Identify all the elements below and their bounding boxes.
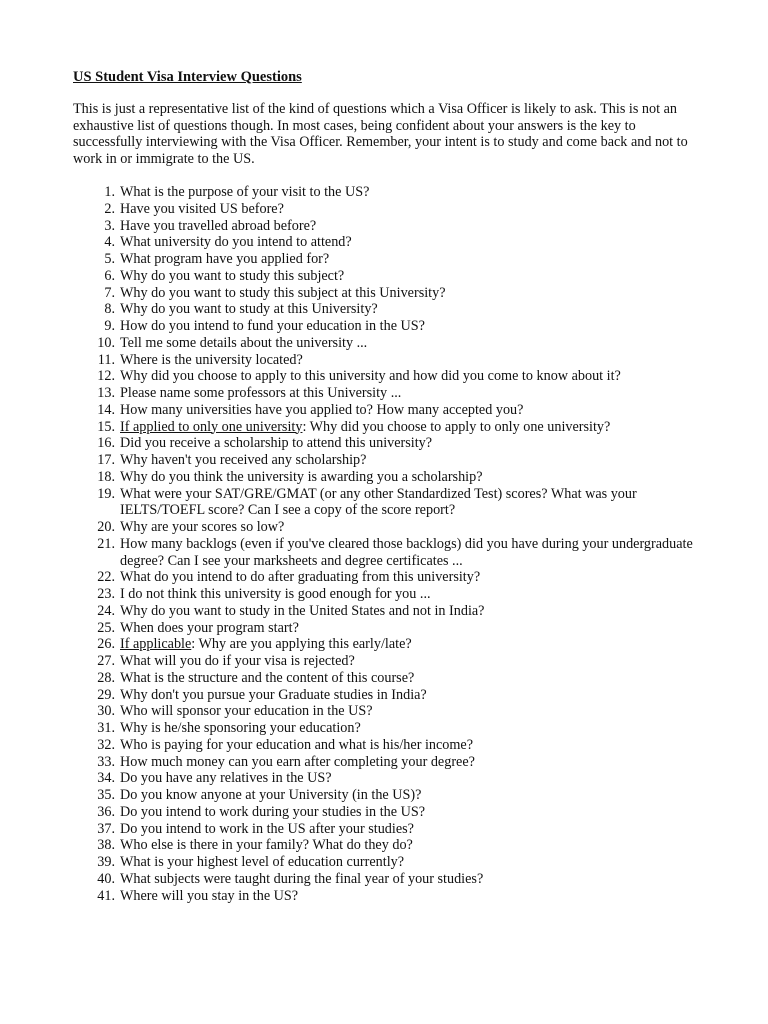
- list-item: [73, 184, 698, 201]
- list-item: [73, 703, 698, 720]
- item-text: [120, 234, 698, 251]
- item-number: 24.: [97, 602, 115, 619]
- item-text: [120, 402, 698, 419]
- list-item: [73, 821, 698, 838]
- item-text: [120, 251, 698, 268]
- item-number: 40.: [97, 870, 115, 887]
- item-text: [120, 318, 698, 335]
- item-text: [120, 620, 698, 637]
- item-number: 18.: [97, 468, 115, 485]
- item-question: Why are your scores so low?: [120, 519, 285, 535]
- item-number: 12.: [97, 368, 115, 385]
- item-number: 10.: [97, 334, 115, 351]
- item-number: 13.: [97, 385, 115, 401]
- list-item: [73, 754, 698, 771]
- item-text: [120, 854, 698, 871]
- item-number: 1.: [104, 184, 115, 200]
- item-question: Who will sponsor your education in the US?: [120, 703, 373, 720]
- item-question: Why did you choose to apply to this university and how did you come to know about it?: [120, 368, 621, 385]
- list-item: [73, 603, 698, 620]
- item-question: What subjects were taught during the final year of your studies?: [120, 870, 484, 887]
- item-text: [120, 770, 698, 787]
- item-question: Why do you want to study this subject?: [120, 267, 345, 284]
- item-text: [120, 301, 698, 318]
- item-number: 33.: [97, 753, 115, 770]
- item-text: [120, 285, 698, 302]
- item-number: 17.: [97, 452, 115, 468]
- item-question: Tell me some details about the university ...: [120, 334, 368, 351]
- list-item: [73, 352, 698, 369]
- item-number: 31.: [97, 720, 115, 736]
- item-question: What is your highest level of education currently?: [120, 854, 405, 870]
- list-item: [73, 218, 698, 235]
- item-text: [120, 703, 698, 720]
- list-item: [73, 201, 698, 218]
- item-number: 25.: [97, 619, 115, 636]
- item-question: Where will you stay in the US?: [120, 887, 299, 904]
- question-list: [73, 184, 698, 904]
- item-text: [120, 201, 698, 218]
- item-text: [120, 569, 698, 586]
- list-item: [73, 318, 698, 335]
- item-question: What program have you applied for?: [120, 251, 330, 267]
- item-condition: If applicable: [120, 636, 192, 653]
- item-number: 41.: [97, 887, 115, 904]
- list-item: [73, 385, 698, 402]
- list-item: [73, 837, 698, 854]
- item-question: What is the structure and the content of this course?: [120, 669, 415, 686]
- item-question: Why do you want to study this subject at this University?: [120, 284, 446, 301]
- item-text: [120, 486, 698, 520]
- item-question: Do you know anyone at your University (in the US)?: [120, 787, 422, 803]
- item-text: [120, 368, 698, 385]
- item-question: Why do you want to study at this University?: [120, 301, 378, 318]
- item-question: How much money can you earn after completing your degree?: [120, 753, 475, 770]
- item-text: [120, 687, 698, 704]
- item-number: 38.: [97, 837, 115, 854]
- item-question: : Why did you choose to apply to only one university?: [302, 418, 611, 435]
- list-item: [73, 234, 698, 251]
- item-question: Please name some professors at this University ...: [120, 385, 402, 401]
- document-page: [73, 68, 698, 904]
- item-text: [120, 737, 698, 754]
- list-item: [73, 251, 698, 268]
- list-item: [73, 536, 698, 570]
- item-number: 23.: [97, 586, 115, 602]
- item-number: 3.: [104, 217, 115, 234]
- list-item: [73, 636, 698, 653]
- intro-paragraph: This is just a representative list of the kind of questions which a Visa Officer is likely to ask. This is not an exhaustive list of questions though. In most cases, being confident about your answers is the key to successfully interviewing with the Visa Officer. Remember, your intent is to study and come back and not to work in or immigrate to the US.: [73, 101, 688, 167]
- item-question: Who is paying for your education and what is his/her income?: [120, 736, 474, 753]
- item-text: [120, 653, 698, 670]
- list-item: [73, 653, 698, 670]
- item-text: [120, 603, 698, 620]
- item-question: Have you visited US before?: [120, 200, 284, 217]
- item-number: 2.: [104, 200, 115, 217]
- item-question: Why do you think the university is awarding you a scholarship?: [120, 468, 483, 485]
- list-item: [73, 871, 698, 888]
- item-text: [120, 519, 698, 536]
- item-number: 27.: [97, 653, 115, 669]
- list-item: [73, 301, 698, 318]
- item-text: [120, 821, 698, 838]
- item-number: 29.: [97, 686, 115, 703]
- item-question: How many universities have you applied to? How many accepted you?: [120, 401, 524, 418]
- item-question: Did you receive a scholarship to attend this university?: [120, 435, 433, 452]
- item-question: What do you intend to do after graduating from this university?: [120, 569, 481, 586]
- item-question: How do you intend to fund your education in the US?: [120, 318, 425, 334]
- list-item: [73, 737, 698, 754]
- item-number: 4.: [104, 234, 115, 251]
- item-text: [120, 385, 698, 402]
- list-item: [73, 804, 698, 821]
- item-number: 35.: [97, 787, 115, 803]
- item-question: I do not think this university is good enough for you ...: [120, 586, 431, 602]
- item-number: 15.: [97, 418, 115, 435]
- item-number: 11.: [97, 351, 115, 368]
- item-question: When does your program start?: [120, 619, 299, 636]
- item-question: What will you do if your visa is rejected?: [120, 653, 355, 669]
- list-item: [73, 419, 698, 436]
- item-question: Where is the university located?: [120, 351, 303, 368]
- item-number: 34.: [97, 770, 115, 787]
- item-text: [120, 787, 698, 804]
- item-text: [120, 352, 698, 369]
- item-text: [120, 837, 698, 854]
- item-text: [120, 754, 698, 771]
- list-item: [73, 285, 698, 302]
- item-question: Who else is there in your family? What do they do?: [120, 837, 413, 854]
- list-item: [73, 486, 698, 520]
- item-question: Do you have any relatives in the US?: [120, 770, 332, 787]
- item-number: 30.: [97, 703, 115, 720]
- item-text: [120, 536, 698, 570]
- item-number: 19.: [97, 485, 115, 502]
- item-text: [120, 636, 698, 653]
- item-condition: If applied to only one university: [120, 418, 303, 435]
- list-item: [73, 452, 698, 469]
- item-question: Why haven't you received any scholarship?: [120, 452, 367, 468]
- item-text: [120, 435, 698, 452]
- list-item: [73, 268, 698, 285]
- item-question: Do you intend to work during your studies in the US?: [120, 803, 426, 820]
- list-item: [73, 368, 698, 385]
- item-number: 20.: [97, 519, 115, 535]
- item-text: [120, 586, 698, 603]
- list-item: [73, 620, 698, 637]
- list-item: [73, 469, 698, 486]
- item-number: 21.: [97, 535, 115, 552]
- item-text: [120, 670, 698, 687]
- item-number: 26.: [97, 636, 115, 653]
- list-item: [73, 519, 698, 536]
- item-text: [120, 184, 698, 201]
- item-number: 7.: [104, 284, 115, 301]
- list-item: [73, 854, 698, 871]
- item-question: Why is he/she sponsoring your education?: [120, 720, 361, 736]
- item-number: 36.: [97, 803, 115, 820]
- item-number: 8.: [104, 301, 115, 318]
- list-item: [73, 670, 698, 687]
- item-question: Why don't you pursue your Graduate studies in India?: [120, 686, 427, 703]
- item-text: [120, 469, 698, 486]
- item-number: 22.: [97, 569, 115, 586]
- item-text: [120, 804, 698, 821]
- list-item: [73, 687, 698, 704]
- item-question: Do you intend to work in the US after your studies?: [120, 820, 414, 837]
- item-number: 14.: [97, 401, 115, 418]
- item-question: What is the purpose of your visit to the US?: [120, 184, 370, 200]
- item-text: [120, 419, 698, 436]
- item-text: [120, 871, 698, 888]
- item-question: : Why are you applying this early/late?: [191, 636, 412, 653]
- item-number: 9.: [104, 318, 115, 334]
- list-item: [73, 720, 698, 737]
- item-number: 28.: [97, 669, 115, 686]
- item-number: 16.: [97, 435, 115, 452]
- item-text: [120, 268, 698, 285]
- item-text: [120, 720, 698, 737]
- item-text: [120, 218, 698, 235]
- item-number: 6.: [104, 267, 115, 284]
- item-text: [120, 888, 698, 905]
- item-question: What were your SAT/GRE/GMAT (or any other Standardized Test) scores? What was your IELTS/TOEFL score? Can I see a copy of the score report?: [120, 485, 637, 519]
- item-question: How many backlogs (even if you've cleared those backlogs) did you have during your undergraduate degree? Can I see your marksheets and degree certificates ...: [120, 535, 693, 569]
- item-question: Have you travelled abroad before?: [120, 217, 317, 234]
- list-item: [73, 335, 698, 352]
- list-item: [73, 770, 698, 787]
- item-text: [120, 335, 698, 352]
- item-number: 32.: [97, 736, 115, 753]
- list-item: [73, 435, 698, 452]
- list-item: [73, 888, 698, 905]
- list-item: [73, 569, 698, 586]
- item-question: Why do you want to study in the United States and not in India?: [120, 602, 485, 619]
- list-item: [73, 402, 698, 419]
- item-number: 39.: [97, 854, 115, 870]
- item-number: 37.: [97, 820, 115, 837]
- list-item: [73, 787, 698, 804]
- item-question: What university do you intend to attend?: [120, 234, 352, 251]
- list-item: [73, 586, 698, 603]
- item-number: 5.: [104, 251, 115, 267]
- item-text: [120, 452, 698, 469]
- document-title: US Student Visa Interview Questions: [73, 69, 302, 85]
